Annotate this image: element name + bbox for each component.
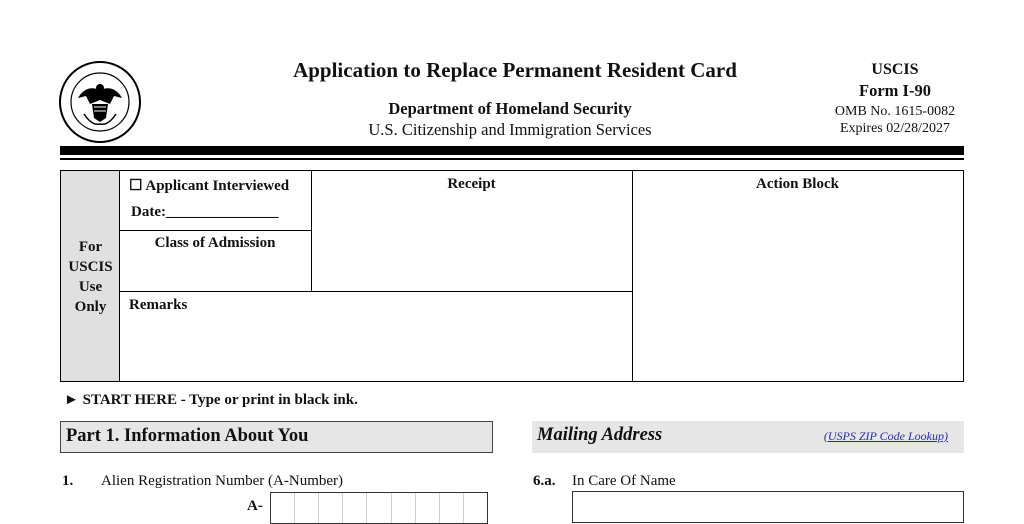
a-number-input[interactable]	[270, 492, 488, 524]
class-of-admission-label: Class of Admission	[154, 235, 276, 251]
divider-h-remarks	[119, 291, 633, 292]
in-care-of-name-input[interactable]	[572, 491, 964, 523]
receipt-label: Receipt	[447, 176, 496, 192]
q1-label: Alien Registration Number (A-Number)	[101, 473, 344, 489]
expiration-date: Expires 02/28/2027	[839, 121, 951, 136]
interview-date-field: Date:_______________	[131, 204, 279, 220]
part1-heading: Part 1. Information About You	[60, 421, 493, 453]
mailing-address-header	[532, 421, 964, 453]
header-rule-thin	[60, 158, 964, 160]
header-rule-thick	[60, 146, 964, 155]
q1-number: 1.	[62, 473, 74, 489]
action-block-label: Action Block	[756, 176, 839, 192]
divider-h-class	[119, 230, 311, 231]
q6a-label: In Care Of Name	[572, 473, 676, 489]
agency-name: U.S. Citizenship and Immigration Services	[368, 120, 652, 139]
usps-zip-lookup-link[interactable]: (USPS ZIP Code Lookup)	[823, 429, 948, 443]
remarks-label: Remarks	[129, 297, 188, 313]
start-here-instruction: ► START HERE - Type or print in black ink.	[64, 392, 358, 408]
form-number: Form I-90	[859, 81, 931, 100]
department-name: Department of Homeland Security	[388, 99, 632, 118]
applicant-interviewed-checkbox: ☐ Applicant Interviewed	[129, 178, 290, 194]
uscis-use-only-box	[60, 170, 964, 382]
a-number-prefix: A-	[247, 498, 263, 514]
divider-v-action	[632, 171, 633, 381]
mailing-address-heading: Mailing Address	[537, 425, 663, 445]
dhs-seal	[58, 60, 142, 144]
form-title: Application to Replace Permanent Resident Card	[293, 58, 737, 82]
omb-number: OMB No. 1615-0082	[834, 104, 956, 119]
agency-short: USCIS	[871, 61, 919, 78]
q6a-number: 6.a.	[533, 473, 556, 489]
uscis-use-only-label: For USCIS Use Only	[68, 239, 113, 315]
